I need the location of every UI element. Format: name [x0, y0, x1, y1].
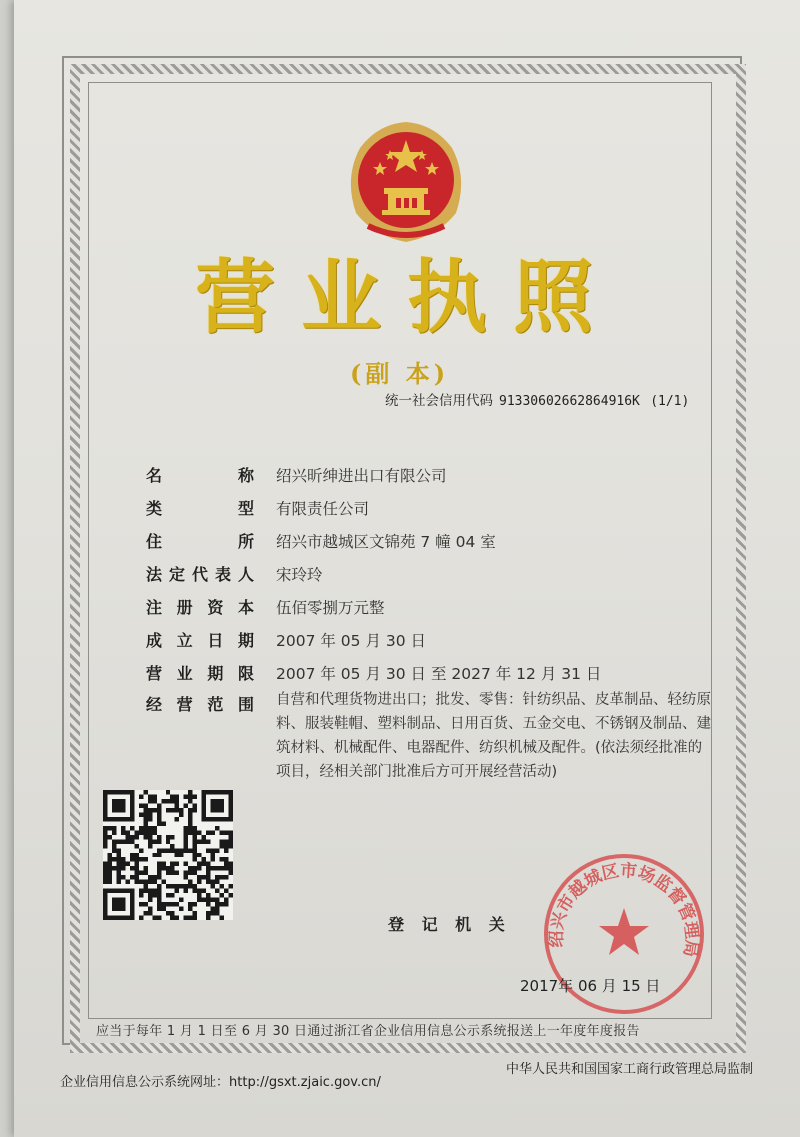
field-row-address — [146, 529, 496, 552]
uscc-value: 91330602662864916K — [499, 394, 640, 409]
footer-url-label: 企业信用信息公示系统网址： — [60, 1075, 230, 1090]
field-value-established: 2007 年 05 月 30 日 — [276, 632, 427, 650]
field-value-term: 2007 年 05 月 30 日 至 2027 年 12 月 31 日 — [276, 665, 602, 683]
field-label-term: 营 业 期 限 — [146, 664, 254, 683]
field-row-established — [146, 628, 426, 651]
footer-url-link[interactable]: http://gsxt.zjaic.gov.cn/ — [229, 1075, 381, 1090]
uscc-line — [385, 389, 689, 409]
field-value-type: 有限责任公司 — [276, 500, 370, 518]
field-label-scope: 经 营 范 围 — [146, 695, 254, 714]
field-label-name: 名 称 — [146, 466, 254, 485]
field-label-established: 成 立 日 期 — [146, 631, 254, 650]
field-value-legal-rep: 宋玲玲 — [276, 566, 323, 584]
field-row-capital — [146, 595, 385, 618]
field-value-address: 绍兴市越城区文锦苑 7 幢 04 室 — [276, 533, 496, 551]
qr-code[interactable] — [103, 790, 233, 920]
field-row-name — [146, 463, 447, 486]
footer-url-line — [60, 1071, 381, 1090]
uscc-label: 统一社会信用代码 — [385, 393, 493, 409]
field-value-capital: 伍佰零捌万元整 — [276, 599, 385, 617]
uscc-suffix: (1/1) — [650, 394, 690, 409]
business-scope-text: 自营和代理货物进出口；批发、零售：针纺织品、皮革制品、轻纺原料、服装鞋帽、塑料制品、日用百货、五金交电、不锈钢及制品、建筑材料、机械配件、电器配件、纺织机械及配件。(依法须经批准的项目，经相关部门批准后方可开展经营活动) — [276, 692, 711, 780]
field-label-address: 住 所 — [146, 532, 254, 551]
license-title: 营业执照 — [195, 250, 619, 344]
field-label-type: 类 型 — [146, 499, 254, 518]
field-label-legal-rep: 法 定 代 表 人 — [146, 565, 254, 584]
registration-authority-label: 登 记 机 关 — [388, 915, 511, 934]
field-row-term — [146, 661, 601, 684]
seal-text: 绍兴市越城区市场监督管理局 — [546, 860, 702, 959]
field-row-scope — [146, 692, 254, 715]
footer-supervision: 中华人民共和国国家工商行政管理总局监制 — [506, 1062, 754, 1077]
license-subtitle: (副 本) — [350, 359, 450, 388]
issue-date: 2017年 06 月 15 日 — [520, 977, 661, 995]
annual-report-notice: 应当于每年 1 月 1 日至 6 月 30 日通过浙江省企业信用信息公示系统报送上一年度年度报告 — [96, 1024, 640, 1039]
national-emblem — [338, 118, 474, 248]
field-label-capital: 注 册 资 本 — [146, 598, 254, 617]
field-row-legal-rep — [146, 562, 323, 585]
field-row-type — [146, 496, 369, 519]
field-value-name: 绍兴昕绅进出口有限公司 — [276, 467, 447, 485]
